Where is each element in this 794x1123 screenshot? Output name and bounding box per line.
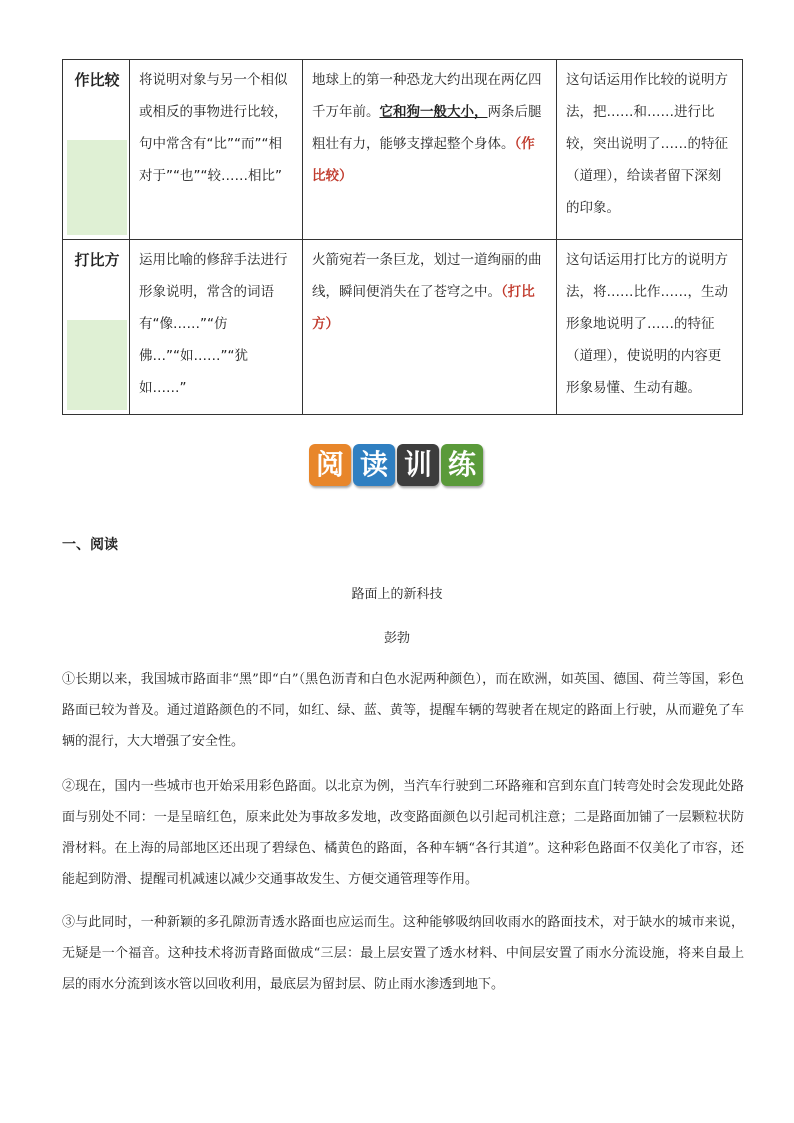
example-text: 地球上的第一种恐龙大约出现在两亿四千万年前。 bbox=[312, 72, 542, 120]
example-tag: （作比较） bbox=[312, 136, 535, 184]
table-row bbox=[63, 60, 743, 240]
method-name-cell bbox=[63, 60, 130, 240]
method-example bbox=[303, 240, 557, 415]
method-example bbox=[303, 60, 557, 240]
banner-tile: 读 bbox=[353, 444, 395, 486]
banner-tile: 训 bbox=[397, 444, 439, 486]
article-paragraph: ①长期以来，我国城市路面非“黑”即“白”（黑色沥青和白色水泥两种颜色），而在欧洲，如英国、德国、荷兰等国，彩色路面已较为普及。通过道路颜色的不同，如红、绿、蓝、黄等，提醒车辆的驾驶者在规定的路面上行驶，从而避免了车辆的混行，大大增强了安全性。 bbox=[62, 672, 744, 749]
article-author: 彭勃 bbox=[383, 631, 410, 646]
example-tag: （打比方） bbox=[312, 284, 535, 332]
method-answer: 这句话运用打比方的说明方法，将……比作……，生动形象地说明了……的特征（道理），使说明的内容更形象易懂、生动有趣。 bbox=[557, 240, 743, 415]
article-paragraph: ②现在，国内一些城市也开始采用彩色路面。以北京为例，当汽车行驶到二环路雍和宫到东直门转弯处时会发现此处路面与别处不同：一是呈暗红色，原来此处为事故多发地，改变路面颜色以引起司机注意；二是路面加铺了一层颗粒状防滑材料。在上海的局部地区还出现了碧绿色、橘黄色的路面，各种车辆“各行其道”。这种彩色路面不仅美化了市容，还能起到防滑、提醒司机减速以减少交通事故发生、方便交通管理等作用。 bbox=[62, 779, 744, 887]
article-title: 路面上的新科技 bbox=[351, 587, 443, 602]
example-text-rest: 两条后腿粗壮有力，能够支撑起整个身体。 bbox=[312, 104, 542, 152]
banner-tile: 阅 bbox=[309, 444, 351, 486]
name-cell-blank bbox=[68, 98, 126, 140]
method-name: 打比方 bbox=[67, 246, 127, 278]
method-definition: 将说明对象与另一个相似或相反的事物进行比较，句中常含有“比”“而”“相对于”“也”“较……相比” bbox=[130, 60, 303, 240]
reading-practice-banner bbox=[309, 444, 489, 486]
method-name: 作比较 bbox=[67, 66, 127, 98]
method-answer: 这句话运用作比较的说明方法，把……和……进行比较，突出说明了……的特征（道理），给读者留下深刻的印象。 bbox=[557, 60, 743, 240]
example-bold-text: 它和狗一般大小， bbox=[379, 104, 488, 120]
section-heading: 一、阅读 bbox=[62, 537, 118, 553]
name-cell-blank bbox=[68, 278, 126, 320]
name-cell-shade bbox=[67, 320, 127, 410]
methods-table bbox=[62, 59, 743, 415]
article-paragraph: ③与此同时，一种新颖的多孔隙沥青透水路面也应运而生。这种能够吸纳回收雨水的路面技术，对于缺水的城市来说，无疑是一个福音。这种技术将沥青路面做成“三层：最上层安置了透水材料、中间层安置了雨水分流设施，将来自最上层的雨水分流到该水管以回收利用，最底层为留封层、防止雨水渗透到地下。 bbox=[62, 915, 744, 992]
method-name-cell bbox=[63, 240, 130, 415]
name-cell-shade bbox=[67, 140, 127, 235]
example-text: 火箭宛若一条巨龙，划过一道绚丽的曲线，瞬间便消失在了苍穹之中。 bbox=[312, 252, 542, 300]
method-definition: 运用比喻的修辞手法进行形象说明，常含的词语有“像……”“仿佛…”“如……”“犹如……” bbox=[130, 240, 303, 415]
table-row bbox=[63, 240, 743, 415]
banner-tile: 练 bbox=[441, 444, 483, 486]
